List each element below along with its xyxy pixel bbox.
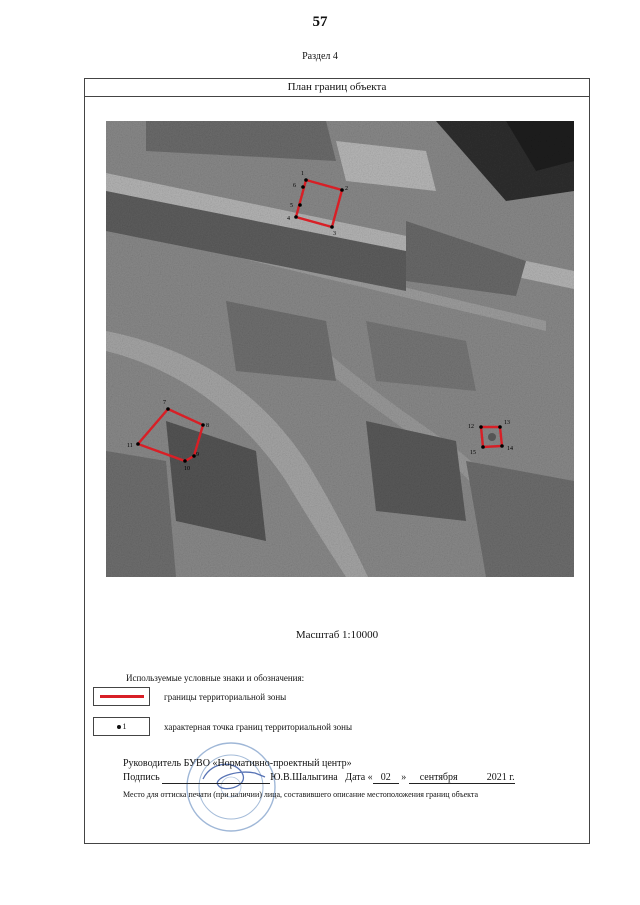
map-scale: Масштаб 1:10000 [295,629,379,641]
date-day: 02 [373,772,399,784]
signature-blank [162,772,270,784]
date-year: 2021 г. [469,772,515,784]
point-label: 7 [163,400,166,406]
signer-name: Ю.В.Шалыгина [270,772,338,783]
point-label: 15 [470,450,476,456]
plan-frame [84,78,590,844]
legend-point-label: характерная точка границ территориальной зоны [164,721,353,732]
point-label: 6 [293,183,296,189]
aerial-photo [106,121,574,577]
legend-line-label: границы территориальной зоны [164,691,287,702]
signature-line [123,772,515,784]
section-label: Раздел 4 [302,51,338,62]
point-label: 10 [184,466,190,472]
stamp-seal-icon [183,739,279,835]
legend-point-swatch [93,717,150,736]
sign-word: Подпись [123,772,160,783]
legend-item-boundary [93,687,286,706]
legend-item-point [93,717,352,736]
date-close-quote: » [401,772,407,783]
point-label: 2 [345,186,348,192]
point-label: 14 [507,446,513,452]
plan-title: План границ объекта [85,79,589,97]
point-label: 12 [468,424,474,430]
signature-head: Руководитель БУВО «Нормативно-проектный центр» [123,758,352,769]
legend-heading: Используемые условные знаки и обозначения: [126,673,305,683]
legend-point-symbol: 1 [122,722,127,731]
date-word: Дата « [345,772,373,783]
point-label: 4 [287,216,290,222]
legend-line-swatch [93,687,150,706]
map-svg [106,121,574,577]
zone-3-feature [488,433,496,441]
date-month: сентября [409,772,469,784]
point-label: 3 [333,231,336,237]
point-label: 5 [290,203,293,209]
stamp-place-note: Место для оттиска печати (при наличии) лица, составившего описание местоположения границ объекта [123,790,479,799]
point-label: 9 [196,452,199,458]
point-label: 8 [206,423,209,429]
point-label: 1 [301,171,304,177]
page-number: 57 [312,14,328,30]
point-label: 11 [127,443,133,449]
point-label: 13 [504,420,510,426]
